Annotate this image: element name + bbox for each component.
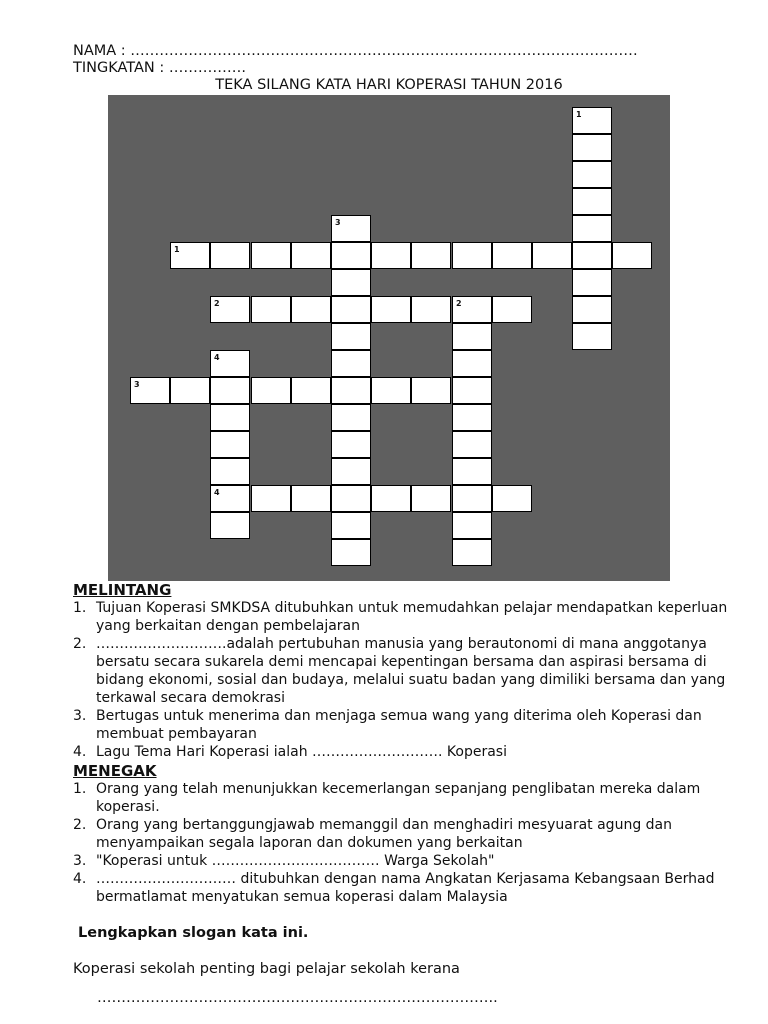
clue-number-label: 1 bbox=[174, 245, 180, 254]
crossword-cell[interactable] bbox=[291, 296, 331, 323]
crossword-cell[interactable] bbox=[572, 269, 612, 296]
crossword-cell[interactable] bbox=[251, 377, 291, 404]
crossword-cell[interactable] bbox=[572, 107, 612, 134]
across-clue-3 bbox=[73, 707, 733, 743]
crossword-cell[interactable] bbox=[331, 458, 371, 485]
clue-number: 3. bbox=[73, 853, 87, 869]
clue-number: 4. bbox=[73, 744, 87, 760]
clue-text: ………………………… ditubuhkan dengan nama Angkatan Kerjasama Kebangsaan Berhad bermatlamat menyatukan semua koperasi dalam Malaysia bbox=[96, 871, 715, 905]
crossword-cell[interactable] bbox=[532, 242, 572, 269]
crossword-cell[interactable] bbox=[210, 377, 250, 404]
clue-number-label: 4 bbox=[214, 353, 220, 362]
crossword-cell[interactable] bbox=[411, 377, 451, 404]
crossword-cell[interactable] bbox=[452, 431, 492, 458]
clue-number-label: 2 bbox=[456, 299, 462, 308]
crossword-cell[interactable] bbox=[572, 296, 612, 323]
crossword-cell[interactable] bbox=[170, 377, 210, 404]
down-heading: MENEGAK bbox=[73, 762, 157, 780]
slogan-instruction: Lengkapkan slogan kata ini. bbox=[78, 925, 309, 941]
crossword-cell[interactable] bbox=[291, 485, 331, 512]
crossword-cell[interactable] bbox=[452, 404, 492, 431]
crossword-cell[interactable] bbox=[452, 458, 492, 485]
crossword-cell[interactable] bbox=[170, 242, 210, 269]
crossword-cell[interactable] bbox=[371, 377, 411, 404]
across-clue-2 bbox=[73, 635, 733, 707]
crossword-cell[interactable] bbox=[331, 350, 371, 377]
clue-text: ……………………….adalah pertubuhan manusia yang berautonomi di mana anggotanya bersatu secara sukarela demi mencapai kepentingan bersama dan aspirasi bersama di bidang ekonomi, sosial dan budaya, melalui suatu badan yang dimiliki bersama dan yang terkawal secara demokrasi bbox=[96, 636, 726, 706]
clue-text: Orang yang telah menunjukkan kecemerlangan sepanjang penglibatan mereka dalam koperasi. bbox=[96, 781, 701, 815]
clue-number-label: 3 bbox=[134, 380, 140, 389]
crossword-cell[interactable] bbox=[210, 350, 250, 377]
slogan-answer-line[interactable]: ……………………………………………………………………….. bbox=[97, 990, 498, 1006]
clue-number: 1. bbox=[73, 600, 87, 616]
across-clues bbox=[73, 599, 733, 761]
crossword-cell[interactable] bbox=[452, 377, 492, 404]
clue-text: "Koperasi untuk ……………………………… Warga Sekolah" bbox=[96, 853, 495, 869]
clue-text: Tujuan Koperasi SMKDSA ditubuhkan untuk memudahkan pelajar mendapatkan keperluan yang berkaitan dengan pembelajaran bbox=[96, 600, 728, 634]
clue-number-label: 1 bbox=[576, 110, 582, 119]
crossword-cell[interactable] bbox=[210, 431, 250, 458]
crossword-cell[interactable] bbox=[452, 512, 492, 539]
across-clue-4 bbox=[73, 743, 733, 761]
crossword-cell[interactable] bbox=[331, 242, 371, 269]
crossword-cell[interactable] bbox=[492, 296, 532, 323]
down-clue-1 bbox=[73, 780, 733, 816]
crossword-cell[interactable] bbox=[572, 215, 612, 242]
crossword-cell[interactable] bbox=[291, 242, 331, 269]
clue-number: 2. bbox=[73, 817, 87, 833]
clue-text: Bertugas untuk menerima dan menjaga semua wang yang diterima oleh Koperasi dan membuat pembayaran bbox=[96, 708, 702, 742]
crossword-cell[interactable] bbox=[331, 323, 371, 350]
crossword-cell[interactable] bbox=[331, 512, 371, 539]
crossword-cell[interactable] bbox=[331, 404, 371, 431]
down-clue-3 bbox=[73, 852, 733, 870]
crossword-cell[interactable] bbox=[572, 323, 612, 350]
crossword-cell[interactable] bbox=[331, 377, 371, 404]
crossword-cell[interactable] bbox=[331, 431, 371, 458]
clue-number: 4. bbox=[73, 871, 87, 887]
crossword-cell[interactable] bbox=[331, 269, 371, 296]
crossword-cell[interactable] bbox=[612, 242, 652, 269]
crossword-cell[interactable] bbox=[331, 296, 371, 323]
crossword-cell[interactable] bbox=[371, 485, 411, 512]
crossword-board bbox=[108, 95, 670, 581]
down-clue-2 bbox=[73, 816, 733, 852]
crossword-cell[interactable] bbox=[452, 323, 492, 350]
crossword-cell[interactable] bbox=[452, 485, 492, 512]
across-heading: MELINTANG bbox=[73, 581, 172, 599]
crossword-cell[interactable] bbox=[572, 134, 612, 161]
crossword-cell[interactable] bbox=[492, 485, 532, 512]
crossword-cell[interactable] bbox=[411, 242, 451, 269]
crossword-cell[interactable] bbox=[251, 485, 291, 512]
crossword-cell[interactable] bbox=[411, 296, 451, 323]
clue-text: Lagu Tema Hari Koperasi ialah ………………………. Koperasi bbox=[96, 744, 507, 760]
crossword-cell[interactable] bbox=[452, 539, 492, 566]
crossword-cell[interactable] bbox=[130, 377, 170, 404]
crossword-cell[interactable] bbox=[452, 242, 492, 269]
crossword-cell[interactable] bbox=[572, 188, 612, 215]
down-clues bbox=[73, 780, 733, 906]
crossword-cell[interactable] bbox=[210, 485, 250, 512]
clue-number-label: 3 bbox=[335, 218, 341, 227]
crossword-cell[interactable] bbox=[452, 350, 492, 377]
form-line: TINGKATAN : ……………. bbox=[73, 60, 246, 76]
crossword-cell[interactable] bbox=[492, 242, 532, 269]
crossword-cell[interactable] bbox=[210, 296, 250, 323]
crossword-cell[interactable] bbox=[331, 539, 371, 566]
clue-number-label: 2 bbox=[214, 299, 220, 308]
crossword-cell[interactable] bbox=[411, 485, 451, 512]
clue-number-label: 4 bbox=[214, 488, 220, 497]
crossword-cell[interactable] bbox=[572, 161, 612, 188]
crossword-cell[interactable] bbox=[210, 512, 250, 539]
crossword-cell[interactable] bbox=[291, 377, 331, 404]
crossword-cell[interactable] bbox=[251, 242, 291, 269]
clue-number: 2. bbox=[73, 636, 87, 652]
crossword-cell[interactable] bbox=[331, 485, 371, 512]
slogan-sentence: Koperasi sekolah penting bagi pelajar sekolah kerana bbox=[73, 961, 460, 977]
crossword-cell[interactable] bbox=[210, 242, 250, 269]
puzzle-title: TEKA SILANG KATA HARI KOPERASI TAHUN 2016 bbox=[215, 77, 563, 93]
clue-text: Orang yang bertanggungjawab memanggil dan menghadiri mesyuarat agung dan menyampaikan segala laporan dan dokumen yang berkaitan bbox=[96, 817, 672, 851]
crossword-cell[interactable] bbox=[371, 296, 411, 323]
crossword-cell[interactable] bbox=[210, 458, 250, 485]
crossword-cell[interactable] bbox=[371, 242, 411, 269]
crossword-cell[interactable] bbox=[572, 242, 612, 269]
down-clue-4 bbox=[73, 870, 733, 906]
name-line: NAMA : …………………………………………………………………………………………… bbox=[73, 43, 638, 59]
crossword-cell[interactable] bbox=[251, 296, 291, 323]
crossword-cell[interactable] bbox=[331, 215, 371, 242]
across-clue-1 bbox=[73, 599, 733, 635]
clue-number: 1. bbox=[73, 781, 87, 797]
crossword-cell[interactable] bbox=[452, 296, 492, 323]
crossword-cell[interactable] bbox=[210, 404, 250, 431]
clue-number: 3. bbox=[73, 708, 87, 724]
